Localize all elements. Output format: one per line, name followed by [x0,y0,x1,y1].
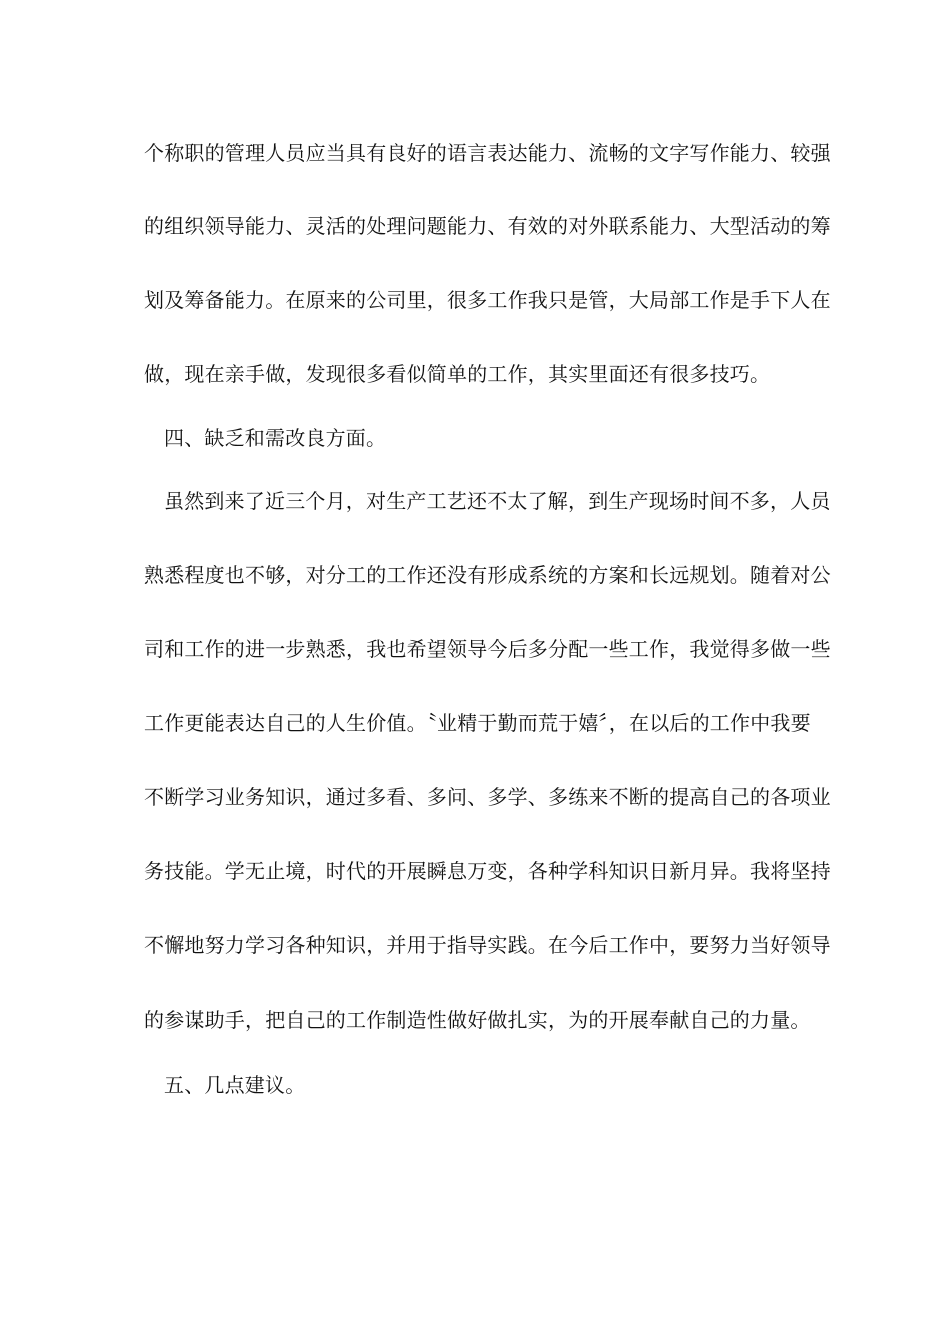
paragraph-line: 划及筹备能力。在原来的公司里，很多工作我只是管，大局部工作是手下人在 [144,288,831,312]
paragraph-line: 不断学习业务知识，通过多看、多问、多学、多练来不断的提高自己的各项业 [144,785,831,809]
paragraph-line: 不懈地努力学习各种知识，并用于指导实践。在今后工作中，要努力当好领导 [144,933,831,957]
paragraph-line: 虽然到来了近三个月，对生产工艺还不太了解，到生产现场时间不多，人员 [164,489,831,513]
paragraph-line: 个称职的管理人员应当具有良好的语言表达能力、流畅的文字写作能力、较强 [144,141,831,165]
paragraph-line: 的组织领导能力、灵活的处理问题能力、有效的对外联系能力、大型活动的筹 [144,214,831,238]
section-heading: 四、缺乏和需改良方面。 [164,426,387,450]
paragraph-line: 熟悉程度也不够，对分工的工作还没有形成系统的方案和长远规划。随着对公 [144,563,831,587]
paragraph-line: 工作更能表达自己的人生价值。〝业精于勤而荒于嬉〞，在以后的工作中我要 [144,711,811,735]
paragraph-line: 司和工作的进一步熟悉，我也希望领导今后多分配一些工作，我觉得多做一些 [144,637,831,661]
paragraph-line: 务技能。学无止境，时代的开展瞬息万变，各种学科知识日新月异。我将坚持 [144,859,831,883]
paragraph-line: 做，现在亲手做，发现很多看似简单的工作，其实里面还有很多技巧。 [144,362,771,386]
section-heading: 五、几点建议。 [164,1073,306,1097]
paragraph-line: 的参谋助手，把自己的工作制造性做好做扎实，为的开展奉献自己的力量。 [144,1008,811,1032]
